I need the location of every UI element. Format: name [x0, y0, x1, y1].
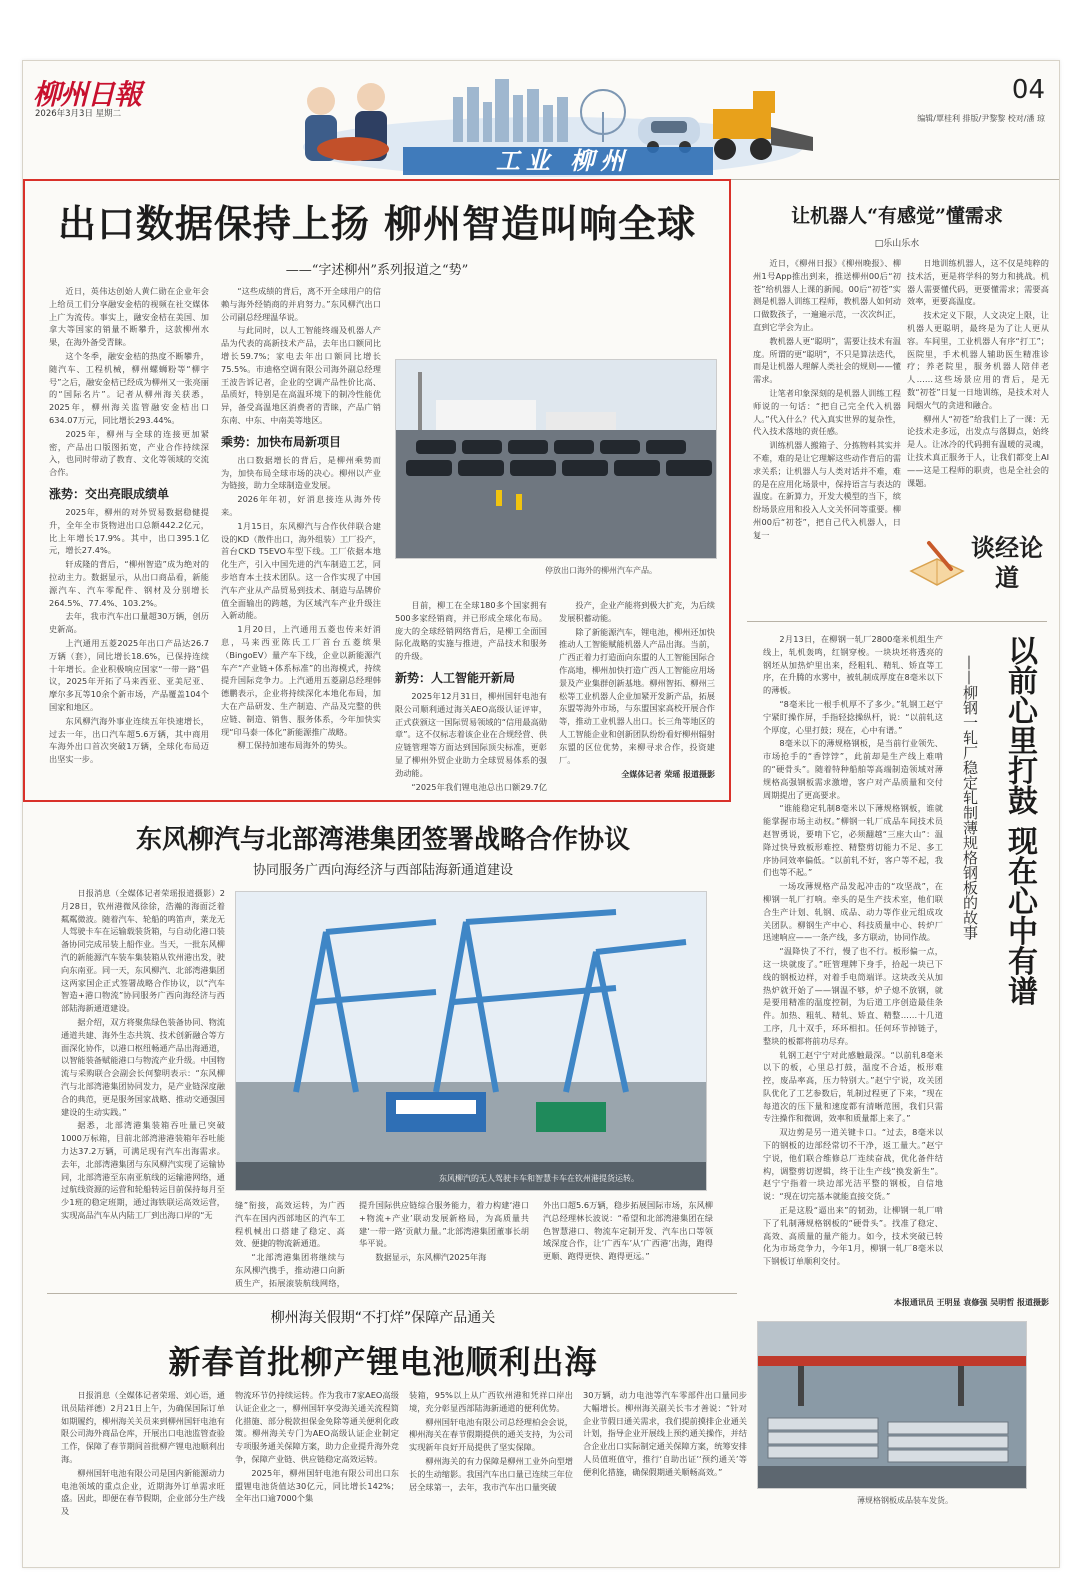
robot-col1-p4: 训练机器人搬箱子、分拣物料其实并不难，难的是让它理解这些动作背后的需求关系；让机器人与人类对话并不难，难的是在应用化场景中，保持语言与表达的温度。在新算力，开发大模型的当下，缤纷场景应用和投入人文关怀同等重要。柳州00后“初苍”，把自己代入机器人，日复一 [753, 440, 901, 540]
robot-divider [747, 621, 1047, 622]
lead-article [23, 179, 731, 802]
battery-col2-p2: 2025年，柳州国轩电池有限公司出口东盟锂电池货值达30亿元，同比增长142%；全年出口逾7000个集 [235, 1467, 399, 1504]
lead-col2-p1: “这些成绩的背后，离不开全球用户的信赖与海外经销商的并肩努力。”东风柳汽出口公司副总经理温华说。 [221, 286, 381, 322]
lead-col-2 [221, 285, 381, 795]
steel-p4: “谁能稳定轧制8毫米以下薄规格钢板，谁就能掌握市场主动权。”柳钢一轧厂成品车间技术员赵智勇说，要啃下它，必须翻越“三座大山”：温降过快导致板形难控、精整剪切能力不足、多工序协同效率偏低。“以前轧不好，客户等不起，我们也等不起。” [763, 803, 943, 878]
port-col2-p2: “北部湾港集团将继续与东风柳汽携手，推动港口向新质生产，拓展滚装航线网络， [235, 1252, 345, 1288]
battery-kicker: 柳州海关假期“不打烊”保障产品通关 [270, 1310, 496, 1326]
steel-p5: 一场攻薄规格产品发起冲击的“攻坚战”，在柳钢一轧厂打响。牵头的是生产技术室，他们联合生产计划、轧钢、成品、动力等作业元组成攻关团队。柳钢生产中心、科技质量中心、转炉厂迅速响应——一条产线，多方联动，协同作战。 [763, 881, 943, 943]
battery-col3-p1: 装箱，95%以上从广西钦州港和凭祥口岸出境，充分彰显西部陆海新通道的便利优势。 [409, 1390, 573, 1413]
port-headline: 东风柳汽与北部湾港集团签署战略合作协议 [135, 825, 630, 855]
banner-illustration [283, 67, 823, 177]
lead-subhead: ——“字述柳州”系列报道之“势” [285, 263, 469, 278]
lead-headline: 出口数据保持上扬 柳州智造叫响全球 [57, 201, 697, 246]
port-col2-p1: 缝”衔接，高效运转，为广西汽车在国内西部地区的汽车工程机械出口搭建了稳定、高效、便捷的物流新通道。 [235, 1200, 345, 1249]
lead-col3-p1: 目前，柳工在全球180多个国家拥有500多家经销商，并已形成全球化布局。庞大的全球经销网络背后，是柳工全面国际化战略的实施与推进，产品技术和服务的升级。 [395, 600, 547, 662]
lead-sec3-p2: “2025年我们锂电池总出口额29.7亿 [411, 781, 547, 792]
lead-sec3-p1: 2025年12月31日，柳州国轩电池有限公司顺利通过海关AEO高级认证评审，正式获颁这一国际贸易领域的“信用最高勋章”。这不仅标志着该企业在合规经营、供应链管理等方面达到国际顶尖标准，更彰显了柳州外贸企业助力全球贸易体系的强劲动能。 [395, 690, 547, 778]
battery-col1-p2: 柳州国轩电池有限公司是国内新能源动力电池领域的重点企业，近期海外订单需求旺盛。因此，即便在春节假期，企业部分生产线及 [61, 1467, 225, 1517]
port-col1-p2: 据介绍，双方将聚焦绿色装备协同、物流通道共建、海外生态共筑、技术创新融合等方面深化协作，以港口枢纽畅通产品出海通道，以智能装备赋能港口与物流产业升级。中国物流与采购联合会副会长何黎明表示：“东风柳汽与北部湾港集团协同发力，是产业链深度融合的典范，更是服务国家战略、推动交通强国建设的生动实践。” [61, 1016, 225, 1117]
robot-col2-p2: 技术定义下限，人文决定上限，让机器人更聪明，最终是为了让人更从容。车间里，工业机器人有序“打工”；医院里，手术机器人辅助医生精准诊疗；养老院里，服务机器人陪伴老人……这些场景应用的背后，是无数“初苍”日复一日地训练，是技术对人间烟火气的贪进和融合。 [907, 310, 1049, 410]
battery-col4-p1: 30万辆，动力电池等汽车零部件出口量同步大幅增长。柳州海关副关长韦才善说：“针对企业节假日通关需求，我们提前摸排企业通关计划，指导企业开展线上预约通关操作，并结合企业出口实际制定通关保障方案，统筹安排人员值班值守，推行‘自助出证’‘预约通关’等便利化措施，确保假期通关顺畅高效。” [583, 1390, 747, 1477]
banner-title: 工业 柳州 [495, 147, 631, 175]
port-col-1 [61, 887, 225, 1283]
robot-col-2 [907, 257, 1049, 575]
battery-col3-p3: 柳州海关的有力保障是柳州工业外向型增长的生动缩影。我国汽车出口量已连续三年位居全球第一，去年，我市汽车出口量突破 [409, 1455, 573, 1492]
lead-sec2-p3: 1月15日，东风柳汽与合作伙伴联合建设的KD（散件出口，海外组装）工厂投产，首台CKD T5EVO车型下线。工厂依据本地化生产，引入中国先进的汽车制造工艺，同步培育本土技术团队。这一合作实现了中国汽车产业从产品贸易到技术、制造与品牌价值全面输出的跨越，为区域汽车产业升级注入新动能。 [221, 520, 381, 621]
lead-intro-p2: 这个冬季，融安金桔的热度不断攀升，随汽车、工程机械，柳州螺蛳粉等“柳字号”之后，融安金桔已经成为柳州又一张亮丽的“国际名片”。记者从柳州海关获悉，2025年，柳州海关监管融安金桔出口634.07万元，同比增长293.44%。 [49, 350, 209, 425]
lead-sec1-p5: 东风柳汽海外事业连续五年快速增长，过去一年，出口汽车超5.6万辆，其中商用车海外出口首次突破1万辆，全球化布局迈出坚实一步。 [49, 715, 209, 765]
port-col3-p2: 数据显示，东风柳汽2025年海 [375, 1252, 487, 1263]
steel-p3: 8毫米以下的薄规格钢板，是当前行业领先、市场抢手的“香饽饽”，此前却是生产线上难啃的“硬骨头”。随着特种船舶等高端制造领域对薄规格高强钢板需求激增，客户对产品质量和交付周期提出了更高要求。 [763, 738, 943, 800]
robot-title: 让机器人“有感觉”懂需求 [791, 205, 1003, 227]
steel-p9: 正是这股“逼出来”的韧劲，让柳钢一轧厂啃下了轧制薄规格钢板的“硬骨头”。找准了稳定、高效、高质量的量产能力。如今，技术突破已转化为市场竞争力，今年1月，柳钢一轧厂8毫米以下钢板订单顺利交付。 [763, 1205, 943, 1267]
port-col3-p1: 提升国际供应链综合服务能力，着力构建‘港口+物流+产业’联动发展新格局，为高质量共建‘一带一路’贡献力量。”北部湾港集团董事长胡华平说。 [359, 1200, 529, 1249]
car-lot-illustration [396, 360, 716, 558]
port-subhead: 协同服务广西向海经济与西部陆海新通道建设 [252, 863, 513, 878]
lead-col-3 [395, 599, 547, 795]
steel-warehouse-illustration [758, 1322, 1026, 1488]
lead-intro-p3: 2025年，柳州与全球的连接更加紧密，产品出口版图拓宽，产业合作持续深入，也同时带动了教育、文化等领域的交流合作。 [49, 428, 209, 478]
steel-body [763, 633, 943, 1291]
port-col1-p3: 据悉，北部湾港集装箱吞吐量已突破1000万标箱，目前北部湾港港装箱年吞吐能力达37.2万辆，可满足现有汽车出海需求。去年，北部湾港集团与东风柳汽实现了运输协同，北部湾港至东南亚航线的运输港网络，通过航线资源的运营和轮船转运目前保持每月至少1班的稳定班期，通过海铁联运高效运营，实现高品汽车从内陆工厂到出海口岸的“无 [61, 1120, 225, 1220]
car-lot-caption: 停放出口海外的柳州汽车产品。 [545, 566, 657, 575]
port-col-2 [235, 1199, 345, 1289]
newspaper-page [22, 60, 1060, 1568]
robot-col1-p3: 让笔者印象深刻的是机器人训练工程师说的一句话：“把自己完全代入机器人。”代入什么？代入真实世界的复杂性，代入技术落地的责任感。 [753, 387, 901, 437]
lead-col4-p1: 投产，企业产能将到极大扩充，为后续发展积蓄动能。 [559, 600, 715, 623]
battery-headline: 新春首批柳产锂电池顺利出海 [168, 1343, 598, 1381]
lead-sec1-p2: 轩成隆的背后，“柳州智造”成为绝对的拉动主力。数据显示，从出口商品看，新能源汽车、汽车零配件、钢材及分别增长264.5%、77.4%、103.2%。 [49, 559, 209, 608]
robot-col1-p2: 教机器人更“聪明”，需要让技术有温度。所谓的更“聪明”，不只是算法迭代，而是让机器人理解人类社会的规则——懂需求。 [753, 335, 901, 385]
column-badge [907, 529, 1047, 605]
battery-col-4 [583, 1389, 747, 1563]
robot-col2-p3: 柳州人“初苍”给我们上了一课：无论技术走多远，出发点与落脚点，始终是人。让冰冷的代码拥有温暖的灵魂，让技术真正服务于人，让我们都变上AI——这是工程师的职责，也是全社会的课题。 [907, 413, 1049, 488]
car-lot-photo [395, 359, 717, 559]
battery-col-2 [235, 1389, 399, 1563]
battery-col-1 [61, 1389, 225, 1563]
battery-col3-p2: 柳州国轩电池有限公司总经理柏会会说，柳州海关在春节假期提供的通关支持，为公司实现新年良好开局提供了坚实保障。 [409, 1416, 573, 1453]
lead-section-3-title: 新势：人工智能开新局 [395, 670, 516, 685]
port-col-3 [359, 1199, 529, 1289]
steel-caption: 薄规格钢板成品装车发货。 [857, 1496, 953, 1505]
port-divider [47, 1293, 737, 1294]
robot-col1-p1: 近日，《柳州日报》《柳州晚报》、柳州1号App推出到来，推送柳州00后“初苍”给机器人上课的新闻。00后“初苍”实测是机器人训练工程师，教机器人如何动口做数孩子，一遍遍示范，一次次纠正，直到它学会为止。 [753, 258, 901, 332]
robot-byline: □乐山乐水 [874, 239, 920, 249]
lead-sec1-p3: 去年，我市汽车出口量超30万辆，创历史新高。 [49, 611, 209, 635]
robot-col2-p1: 日地训练机器人，这不仅是纯粹的技术活，更是将学科的努力和挑战。机器人需要懂代码，更要懂需求；需要高效率，更要高温度。 [907, 258, 1049, 307]
battery-col2-p1: 物流环节仍持续运转。作为我市7家AEO高级认证企业之一，柳州国轩享受海关通关流程简化措施、部分税款担保金免除等通关便利化政策。柳州海关专门为AEO高级认证企业制定专项服务通关保障方案，助力企业提升海外竞争，保障产业链、供应链稳定高效运转。 [235, 1390, 399, 1464]
battery-col1-p1: 日报消息（全媒体记者荣瑶、刘心语，通讯员陆祥德）2月21日上午，为确保国际订单如期履约，柳州海关关员来到柳州国轩电池有限公司海外商品仓库，开展出口电池监管查验工作，保障了春节期间首批柳产锂电池顺利出海。 [61, 1390, 225, 1464]
lead-section-1-title: 涨势：交出亮眼成绩单 [49, 486, 170, 501]
lead-col-1 [49, 285, 209, 795]
lead-sec1-p1: 2025年，柳州的对外贸易数据稳健提升，全年全市货物进出口总额442.2亿元，比上年增长17.9%。其中，出口395.1亿元，增长27.4%。 [49, 506, 209, 556]
steel-p8: 双边剪是另一道关键卡口。“过去，8毫米以下的钢板的边部经常切不干净，返工量大。”赵宁宁说，他们联合维修总厂连续奋战，优化备件结构，调整剪切逻辑，终于让生产线“换发新生”。赵宁宁指着一块边部光洁平整的钢板，自信地说：“现在切完基本就能直接交货。” [763, 1127, 943, 1202]
writing-book-icon [907, 535, 967, 595]
steel-p2: “8毫米比一根手机厚不了多少。”轧钢工赵宁宁紧盯操作屏，手指轻捻操纵杆，说：“以前轧这个厚度，心里打鼓；现在，心中有谱。” [763, 698, 943, 735]
robot-col-1 [753, 257, 901, 607]
lead-section-2-title: 乘势：加快布局新项目 [221, 434, 342, 449]
port-crane-illustration [236, 892, 706, 1190]
port-col4-p1: 外出口超5.6万辆，稳步拓展国际市场，东风柳汽总经理林长波说：“希望和北部湾港集团在绿色智慧港口、物流车定制开发、汽车出口等领域深度合作，让‘广西车’从‘广西港’出海，跑得更顺、跑得更快、跑得更远。” [543, 1200, 713, 1262]
lead-sec2-p2: 2026年年初，好消息接连从海外传来。 [221, 494, 381, 517]
steel-plate-photo [757, 1321, 1027, 1489]
lead-intro-p1: 近日，英伟达创始人黄仁勋在企业年会上给员工们分享融安金桔的视频在社交媒体上广为流传。事实上，融安金桔在美国、加拿大等国家的销量不断攀升，这款柳州水果，在海外备受青睐。 [49, 286, 209, 348]
paper-logo: 柳州日報 [33, 78, 142, 111]
steel-p7: 轧钢工赵宁宁对此感触最深。“以前轧8毫米以下的板，心里总打鼓，温度不合适，板形难控，废品率高，压力特别大。”赵宁宁说，攻关团队优化了工艺参数后，轧制过程更了下来，“现在每道次的压下量和速度都有清晰范围，我们只需专注操作和微调，效率和质量都上来了。” [763, 1049, 943, 1124]
robot-article [747, 201, 1047, 249]
column-label: 谈经论道 [971, 533, 1043, 592]
battery-col-3 [409, 1389, 573, 1563]
issue-date: 2026年3月3日 星期二 [35, 109, 122, 119]
editor-credits: 编辑/覃桂利 排版/尹黎黎 校对/潘 琼 [917, 114, 1045, 123]
steel-p1: 2月13日，在柳钢一轧厂2800毫米机组生产线上，轧机轰鸣，红钢穿梭。一块块坯将透亮的钢坯从加热炉里出来，经粗轧、精轧、矫直等工序，在升腾的水雾中，被轧制成厚度在8毫米以下的薄板。 [763, 634, 943, 696]
lead-col4-p2: 除了新能源汽车，锂电池，柳州还加快推动人工智能赋能机器人产品出海。当前，广西正着力打造面向东盟的人工智能国际合作高地，柳州加快打造广西人工智能应用场景及产业集群创新基地。柳州智拓、柳州三松等工业机器人企业加紧开发新产品，拓展东盟等海外市场，与东盟国家高校开展合作等，推动工业机器人出口。长三角等地区的人工智能企业和创新团队纷纷看好柳州辐射东盟的区位优势，来柳寻求合作，投资建厂。 [559, 626, 715, 765]
page-number: 04 [1011, 75, 1045, 105]
lead-sec2-p5: 柳工保持加速布局海外的势头。 [237, 740, 353, 751]
steel-p6: “温降快了不行，慢了也不行。板形偏一点，这一块就废了。”旺管理牌下身手，拾起一块已下线的钢板边样，对着手电筒端详。这块改关从加热炉就开始了——钢温不够，炉子熄不放钢，就是要用精准的温度控制，为后道工序创造最佳条件。加热、粗轧、精轧、矫直、精整……十几道工序，几十双手，环环相扣。任何环节掉链子，整块的板都将前功尽弃。 [763, 946, 943, 1046]
steel-headline: 以前心里打鼓 现在心中有谱 [1002, 635, 1037, 1006]
lead-col2-p2: 与此同时，以人工智能终端及机器人产品为代表的高新技术产品，去年出口额同比增长59.7%；家电去年出口额同比增长75.5%。市迪格空调有限公司海外副总经理王波告诉记者，企业的空调产品性价比高、品质好，特别是在高温环境下的制冷性能优异，备受高温地区消费者的青睐，产品广销东南、中东、中南美等地区。 [221, 325, 381, 425]
lead-sec1-p4: 上汽通用五菱2025年出口产品达26.7万辆（套），同比增长18.6%，已保持连续十年增长。企业积极响应国家“一带一路”倡议，2025年开拓了马来西亚、亚美尼亚、摩尔多瓦等10余个新市场，产品覆盖104个国家和地区。 [49, 637, 209, 712]
steel-credit: 本报通讯员 王明显 袁修强 吴明哲 报道摄影 [893, 1298, 1049, 1307]
steel-subhead: ——柳钢一轧厂稳定轧制薄规格钢板的故事 [961, 655, 979, 940]
port-col1-p1: 日报消息（全媒体记者荣瑶报道摄影）2月28日，钦州港微风徐徐，浩瀚的海面泛着粼粼微波。随着汽车、轮船的鸣笛声，莱龙无人驾驶卡车在运输载装货箱，与自动化港口装备协同完成吊装上船作业。当天，一批东风柳汽的新能源汽车装车集装箱从钦州港出发，驶向东南亚。同一天，东风柳汽、北部湾港集团这两家国企正式签署战略合作协议，以“汽车智造+港口物流”协同服务广西向海经济与西部陆海新通道建设。 [61, 888, 225, 1014]
port-col-4 [543, 1199, 713, 1289]
port-photo [235, 891, 707, 1191]
lead-sec2-p4: 1月20日，上汽通用五菱也传来好消息，马来西亚陈氏工厂首台五菱缤果（BingoEV）量产车下线，企业以新能源汽车产“产业链+体系标准”的出海模式，持续提升国际竞争力。上汽通用五菱副总经理韩德鹏表示，企业将持续深化本地化布局，加大在产品研发、生产制造、产品及完整的供应链、制造、销售、服务体系，今年加快实现“印马泰一体化”新能源推广战略。 [221, 624, 381, 737]
lead-sec2-p1: 出口数据增长的背后，是柳州乘势而为，加快布局全球市场的决心。柳州以产业为链接，助力全球制造业发展。 [221, 454, 381, 491]
lead-credit: 全媒体记者 荣瑶 报道摄影 [621, 770, 715, 779]
lead-col-4 [559, 599, 715, 765]
port-caption: 东风柳汽的无人驾驶卡车和智慧卡车在钦州港提货运转。 [439, 1174, 639, 1183]
